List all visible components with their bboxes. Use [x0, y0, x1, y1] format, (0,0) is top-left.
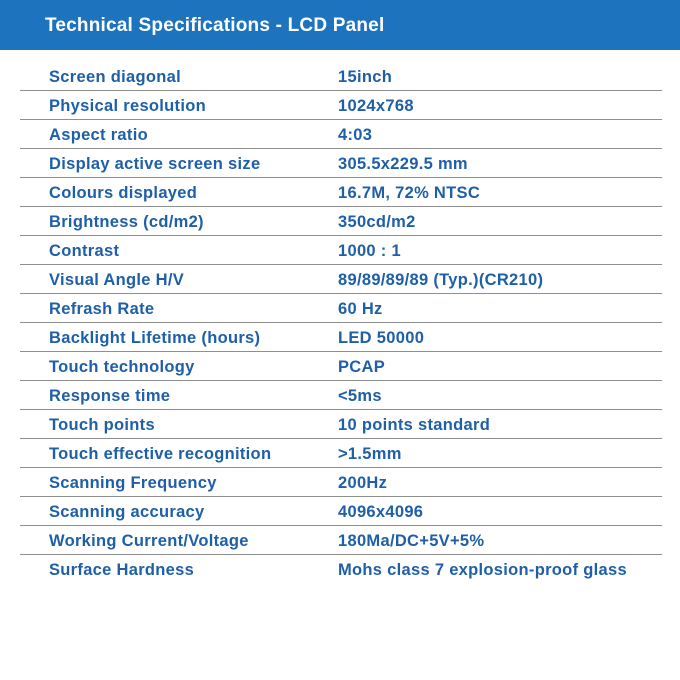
spec-row-refresh-rate — [20, 294, 662, 323]
spec-value: 4:03 — [338, 126, 373, 144]
spec-label: Scanning accuracy — [49, 503, 205, 521]
spec-value: >1.5mm — [338, 445, 402, 463]
spec-value: 350cd/m2 — [338, 213, 416, 231]
spec-label: Physical resolution — [49, 97, 206, 115]
spec-label: Refrash Rate — [49, 300, 155, 318]
spec-value: 305.5x229.5 mm — [338, 155, 468, 173]
spec-label: Visual Angle H/V — [49, 271, 185, 289]
spec-row-backlight-lifetime — [20, 323, 662, 352]
spec-label: Colours displayed — [49, 184, 198, 202]
spec-row-aspect-ratio — [20, 120, 662, 149]
spec-value: LED 50000 — [338, 329, 425, 347]
spec-label: Touch effective recognition — [49, 445, 272, 463]
spec-label: Backlight Lifetime (hours) — [49, 329, 261, 347]
spec-row-physical-resolution — [20, 91, 662, 120]
spec-row-visual-angle — [20, 265, 662, 294]
spec-label: Display active screen size — [49, 155, 261, 173]
spec-row-scanning-frequency — [20, 468, 662, 497]
spec-label: Aspect ratio — [49, 126, 148, 144]
spec-value: 60 Hz — [338, 300, 383, 318]
spec-value: 15inch — [338, 68, 393, 86]
spec-value: 89/89/89/89 (Typ.)(CR210) — [338, 271, 544, 289]
spec-value: 200Hz — [338, 474, 388, 492]
spec-row-touch-technology — [20, 352, 662, 381]
spec-row-surface-hardness — [20, 555, 662, 583]
spec-row-response-time — [20, 381, 662, 410]
spec-label: Scanning Frequency — [49, 474, 217, 492]
spec-value: <5ms — [338, 387, 382, 405]
spec-row-touch-points — [20, 410, 662, 439]
spec-value: Mohs class 7 explosion-proof glass — [338, 561, 627, 579]
spec-label: Brightness (cd/m2) — [49, 213, 204, 231]
spec-label: Touch technology — [49, 358, 195, 376]
spec-value: 180Ma/DC+5V+5% — [338, 532, 485, 550]
spec-row-brightness — [20, 207, 662, 236]
spec-row-contrast — [20, 236, 662, 265]
spec-table — [20, 62, 662, 583]
spec-row-working-current-voltage — [20, 526, 662, 555]
spec-row-scanning-accuracy — [20, 497, 662, 526]
spec-value: PCAP — [338, 358, 386, 376]
spec-row-colours-displayed — [20, 178, 662, 207]
spec-label: Response time — [49, 387, 171, 405]
spec-row-touch-effective-recognition — [20, 439, 662, 468]
page-title: Technical Specifications - LCD Panel — [45, 15, 385, 36]
spec-value: 1024x768 — [338, 97, 414, 115]
spec-label: Touch points — [49, 416, 155, 434]
spec-label: Surface Hardness — [49, 561, 195, 579]
spec-value: 1000 : 1 — [338, 242, 401, 260]
spec-value: 10 points standard — [338, 416, 491, 434]
spec-value: 4096x4096 — [338, 503, 424, 521]
header-bar — [0, 0, 680, 50]
spec-label: Screen diagonal — [49, 68, 181, 86]
spec-row-screen-diagonal — [20, 62, 662, 91]
spec-label: Contrast — [49, 242, 120, 260]
spec-value: 16.7M, 72% NTSC — [338, 184, 481, 202]
spec-row-display-active-screen-size — [20, 149, 662, 178]
spec-label: Working Current/Voltage — [49, 532, 249, 550]
